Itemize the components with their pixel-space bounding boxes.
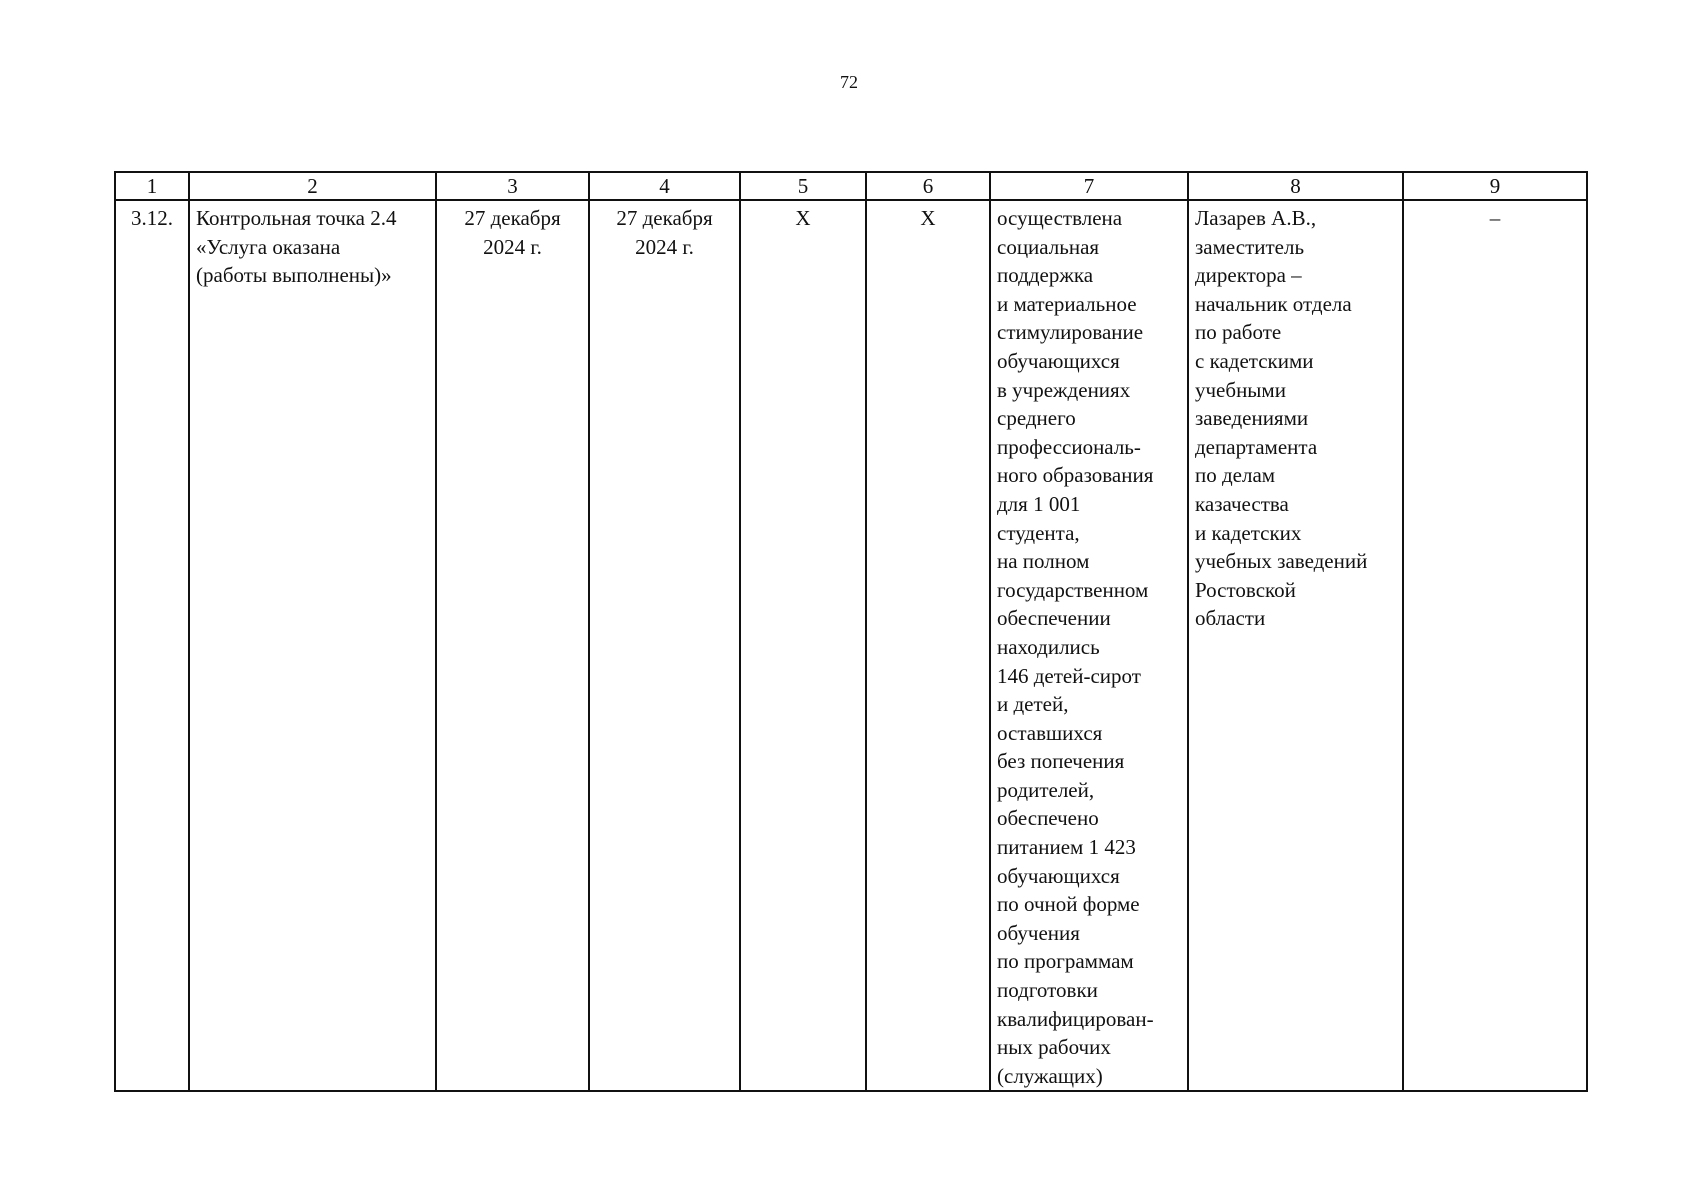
text-line: и детей, (997, 692, 1069, 717)
end-date (589, 200, 740, 1091)
text-line: без попечения (997, 749, 1125, 774)
text-line: 27 декабря (464, 206, 561, 230)
header-col-5: 5 (740, 172, 866, 200)
plan-table (114, 171, 1588, 1092)
text-line: подготовки (997, 978, 1098, 1003)
header-col-3: 3 (436, 172, 589, 200)
text-line: 27 декабря (616, 206, 713, 230)
text-line: по работе (1195, 320, 1282, 345)
header-col-7: 7 (990, 172, 1188, 200)
text-line: Ростовской (1195, 577, 1296, 602)
text-line: в учреждениях (997, 377, 1131, 402)
text-line: и материальное (997, 291, 1137, 316)
text-line: среднего (997, 406, 1076, 431)
result-description (990, 200, 1188, 1091)
text-line: 2024 г. (635, 234, 694, 259)
text-line: учебными (1195, 377, 1286, 402)
page-number: 72 (840, 72, 858, 92)
responsible-person (1188, 200, 1403, 1091)
text-line: обучения (997, 920, 1080, 945)
header-col-1: 1 (115, 172, 189, 200)
text-line: обучающихся (997, 348, 1120, 373)
text-line: родителей, (997, 777, 1095, 802)
col-5-value: X (740, 200, 866, 1091)
text-line: обеспечено (997, 806, 1099, 831)
header-row (115, 172, 1587, 200)
text-line: питанием 1 423 (997, 835, 1136, 860)
text-line: начальник отдела (1195, 291, 1352, 316)
text-line: находились (997, 634, 1100, 659)
text-line: «Услуга оказана (196, 234, 341, 259)
control-point-name (189, 200, 436, 1091)
text-line: заместитель (1195, 234, 1305, 259)
header-col-2: 2 (189, 172, 436, 200)
text-line: (служащих) (997, 1063, 1103, 1088)
text-line: с кадетскими (1195, 348, 1314, 373)
text-line: оставшихся (997, 720, 1103, 745)
header-col-9: 9 (1403, 172, 1587, 200)
text-line: социальная (997, 234, 1100, 259)
text-line: 2024 г. (483, 234, 542, 259)
text-line: по делам (1195, 463, 1276, 488)
start-date (436, 200, 589, 1091)
col-9-value: – (1403, 200, 1587, 1091)
text-line: заведениями (1195, 406, 1309, 431)
text-line: на полном (997, 549, 1090, 574)
text-line: Лазарев А.В., (1195, 206, 1317, 230)
row-number: 3.12. (115, 200, 189, 1091)
text-line: квалифицирован- (997, 1006, 1154, 1031)
text-line: ных рабочих (997, 1035, 1111, 1060)
col-6-value: X (866, 200, 990, 1091)
text-line: стимулирование (997, 320, 1144, 345)
text-line: осуществлена (997, 206, 1123, 230)
table-row (115, 200, 1587, 1091)
text-line: обучающихся (997, 863, 1120, 888)
text-line: казачества (1195, 491, 1289, 516)
text-line: по программам (997, 949, 1134, 974)
header-col-8: 8 (1188, 172, 1403, 200)
text-line: для 1 001 (997, 491, 1081, 516)
text-line: департамента (1195, 434, 1318, 459)
text-line: студента, (997, 520, 1080, 545)
text-line: учебных заведений (1195, 549, 1368, 574)
text-line: Контрольная точка 2.4 (196, 206, 397, 230)
text-line: обеспечении (997, 606, 1111, 631)
text-line: области (1195, 606, 1266, 631)
text-line: директора – (1195, 263, 1302, 288)
text-line: поддержка (997, 263, 1094, 288)
text-line: и кадетских (1195, 520, 1302, 545)
text-line: ного образования (997, 463, 1154, 488)
header-col-4: 4 (589, 172, 740, 200)
text-line: 146 детей-сирот (997, 663, 1141, 688)
text-line: по очной форме (997, 892, 1140, 917)
text-line: (работы выполнены)» (196, 263, 392, 288)
text-line: профессиональ- (997, 434, 1141, 459)
text-line: государственном (997, 577, 1149, 602)
header-col-6: 6 (866, 172, 990, 200)
